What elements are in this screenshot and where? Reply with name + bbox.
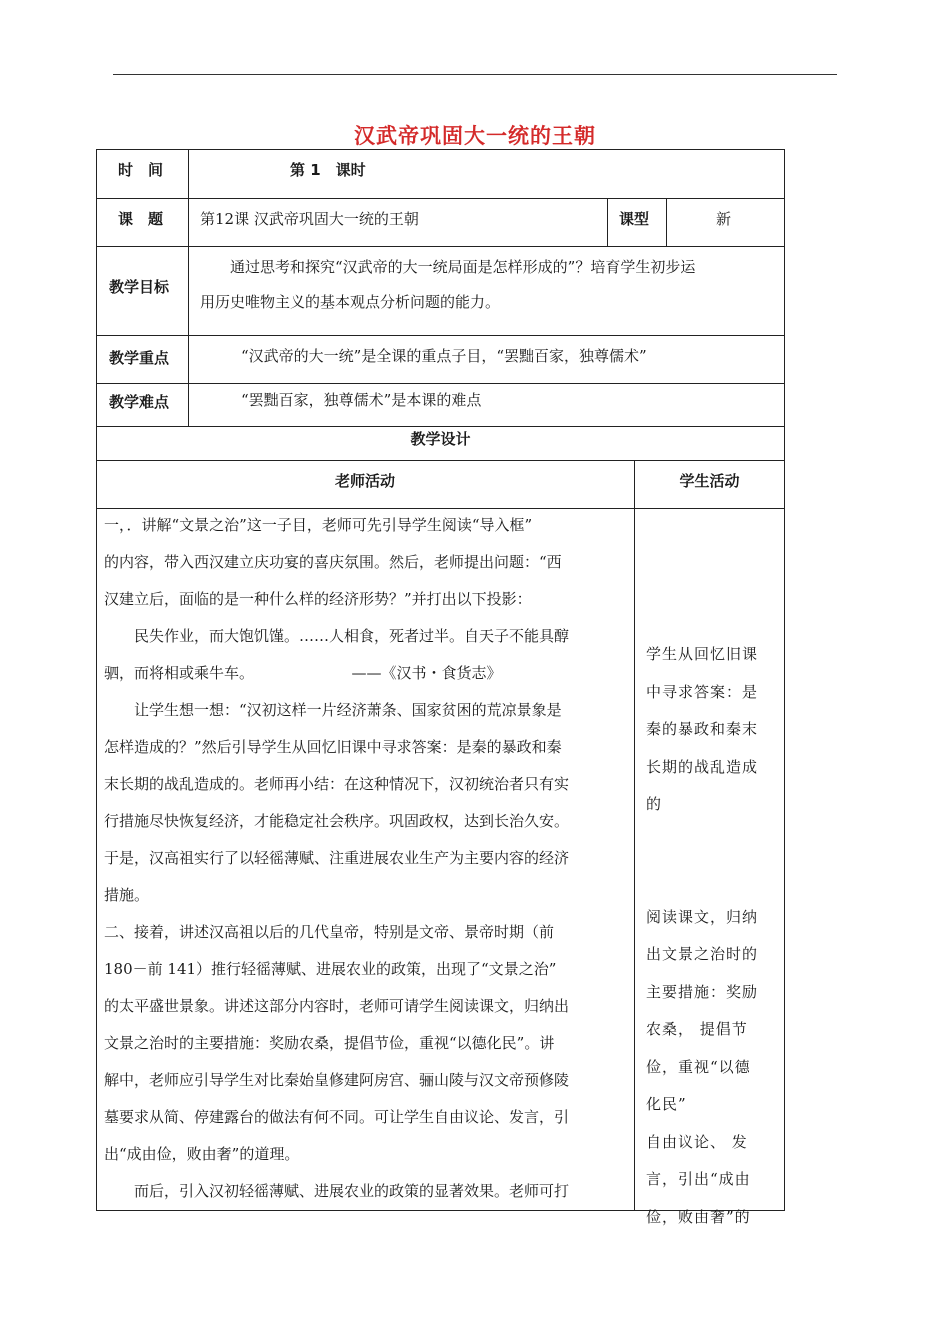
topic-value: 第12课 汉武帝巩固大一统的王朝 [200,210,419,228]
time-value: 第 1 课时 [290,161,366,179]
teacher-heading: 老师活动 [334,472,395,490]
difficulty-label: 教学难点 [109,393,170,411]
document-title: 汉武帝巩固大一统的王朝 [354,124,596,148]
student-activity-text: 学生从回忆旧课 中寻求答案：是 秦的暴政和秦末 长期的战乱造成 的 阅读课文，归纳 出文景之治时的 主要措施：奖励 农桑， 提倡节 俭，重视“以德 化民” 自由议论、 发 言，引出“成由 俭，败由奢”的 [646,645,759,1226]
key-point-value: “汉武帝的大一统”是全课的重点子目，“罢黜百家，独尊儒术” [241,347,647,365]
type-label: 课型 [619,210,650,228]
student-heading: 学生活动 [679,472,740,490]
objective-text: 通过思考和探究“汉武帝的大一统局面是怎样形成的”？培育学生初步运 用历史唯物主义的基本观点分析问题的能力。 [200,258,696,311]
type-value: 新 [716,210,732,228]
time-label: 时 间 [118,161,164,179]
topic-label: 课 题 [118,210,164,228]
teacher-activity-text: 一，．讲解“文景之治”这一子目，老师可先引导学生阅读“导入框” 的内容，带入西汉建立庆功宴的喜庆氛围。然后，老师提出问题：“西 汉建立后，面临的是一种什么样的经济形势？”并打出以下投影： 民失作业，而大饱饥馑。……人相食，死者过半。自天子不能具醇 驷，而将相或乘牛车。 ——《汉书・食货志》 让学生想一想：“汉初这样一片经济萧条、国家贫困的荒凉景象是 怎样造成的？”然后引导学生从回忆旧课中寻求答案：是秦的暴政和秦 末长期的战乱造成的。老师再小结：在这种情况下，汉初统治者只有实 行措施尽快恢复经济，才能稳定社会秩序。巩固政权，达到长治久安。 于是，汉高祖实行了以轻徭薄赋、注重进展农业生产为主要内容的经济 措施。 二、接着，讲述汉高祖以后的几代皇帝，特别是文帝、景帝时期（前 180－前 141）推行轻徭薄赋、进展农业的政策，出现了“文景之治” 的太平盛世景象。讲述这部分内容时，老师可请学生阅读课文，归纳出 文景之治时的主要措施：奖励农桑，提倡节俭，重视“以德化民”。讲 解中，老师应引导学生对比秦始皇修建阿房宫、骊山陵与汉文帝预修陵 墓要求从简、停建露台的做法有何不同。可让学生自由议论、发言，引 出“成由俭，败由奢”的道理。 而后，引入汉初轻徭薄赋、进展农业的政策的显著效果。老师可打 [104,516,570,1200]
lesson-plan-table [96,149,785,1226]
objective-label: 教学目标 [109,278,170,296]
header-rule [113,74,837,75]
difficulty-value: “罢黜百家，独尊儒术”是本课的难点 [241,391,482,409]
design-heading: 教学设计 [410,430,471,448]
key-point-label: 教学重点 [109,349,170,367]
